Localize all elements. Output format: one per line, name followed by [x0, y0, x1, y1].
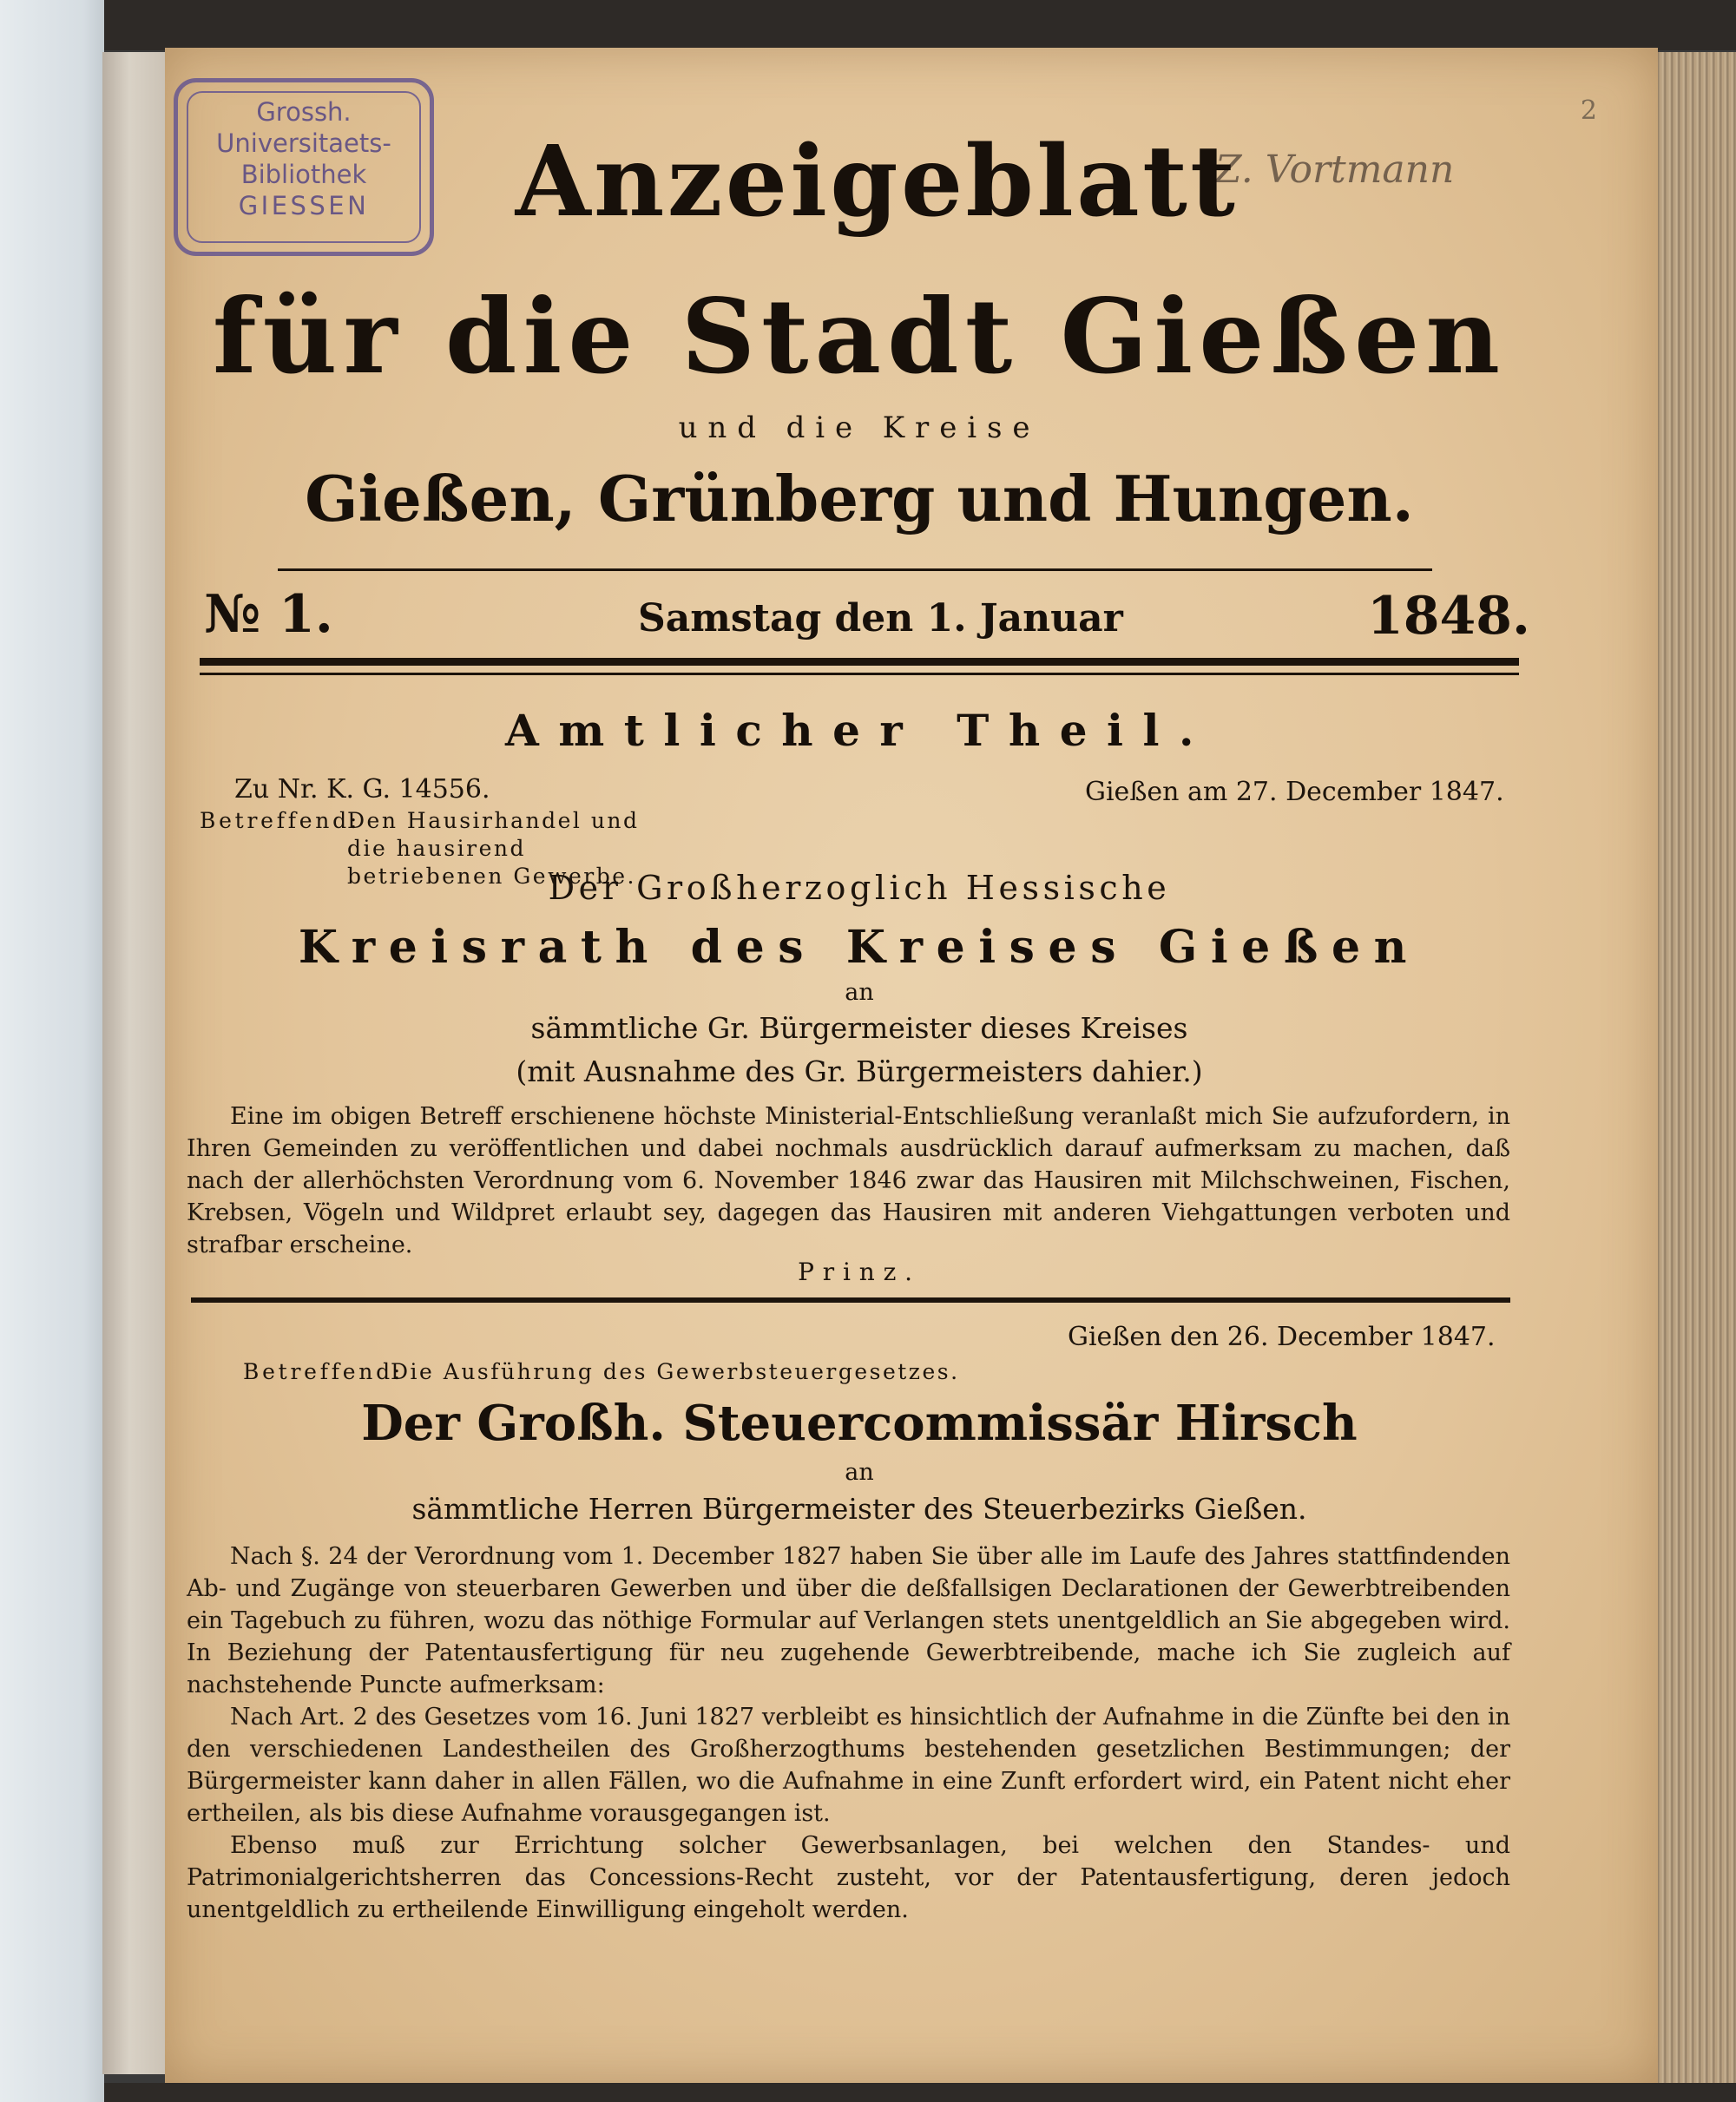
notice1-an: an: [845, 979, 874, 1006]
notice1-recipients: sämmtliche Gr. Bürgermeister dieses Kreises: [530, 1011, 1188, 1045]
stamp-border: [187, 91, 421, 243]
masthead-title: Anzeigeblatt: [515, 125, 1239, 239]
notice2-issuer: Der Großh. Steuercommissär Hirsch: [361, 1395, 1358, 1452]
notice2-paragraph: Nach §. 24 der Verordnung vom 1. December 1827 haben Sie über alle im Laufe des Jahres stattfindenden Ab- und Zugänge von steuerbaren Gewerben und über die deßfallsigen Declarationen der Gewerbtreibenden ein Tagebuch zu führen, wozu das nöthige Formular auf Verlangen stets unentgeldlich an Sie abgegeben wird. In Beziehung der Patentausfertigung für neu zugehende Gewerbtreibende, mache ich Sie zugleich auf nachstehende Puncte aufmerksam:: [187, 1543, 1510, 1698]
stamp-line: Grossh.: [256, 97, 352, 127]
masthead-und-die-kreise: und die Kreise: [678, 411, 1041, 445]
notice1-issuer-line2: Kreisrath des Kreises Gießen: [298, 921, 1421, 974]
notice1-body: [187, 1100, 1510, 1261]
scan-background-bottom: [104, 2083, 1736, 2102]
masthead-districts: Gießen, Grünberg und Hungen.: [305, 462, 1414, 535]
masthead-subtitle: für die Stadt Gießen: [212, 276, 1507, 397]
stamp-line: Bibliothek: [240, 160, 367, 189]
book-binding: [0, 0, 104, 2102]
page-edges: [1654, 52, 1736, 2083]
section-title: Amtlicher Theil.: [505, 705, 1213, 756]
notice2-betreffend-text: Die Ausführung des Gewerbsteuergesetzes.: [391, 1359, 960, 1384]
notice2-paragraph: Nach Art. 2 des Gesetzes vom 16. Juni 1827 verbleibt es hinsichtlich der Aufnahme in die Zünfte bei den in den verschiedenen Landestheilen des Großherzogthums bestehenden gesetzlichen Bestimmungen; der Bürgermeister kann daher in allen Fällen, wo die Aufnahme in eine Zunft erfordert wird, ein Patent nicht eher ertheilen, als bis diese Aufnahme vorausgegangen ist.: [187, 1704, 1510, 1827]
notice1-issuer-line1: Der Großherzoglich Hessische: [548, 869, 1171, 907]
issue-rule-thick: [200, 658, 1519, 666]
notice2-body: [187, 1540, 1510, 1926]
notice2-recipients: sämmtliche Herren Bürgermeister des Steuerbezirks Gießen.: [411, 1492, 1307, 1526]
newspaper-page: [165, 48, 1658, 2083]
masthead-rule: [278, 568, 1432, 571]
handwritten-signature: Z. Vortmann: [1215, 148, 1455, 192]
notice1-reference: Zu Nr. K. G. 14556.: [234, 774, 490, 805]
stamp-line: GIESSEN: [238, 191, 370, 220]
issue-date: Samstag den 1. Januar: [638, 596, 1123, 640]
notice1-betreffend-text: Den Hausirhandel und die hausirend betriebenen Gewerbe.: [347, 808, 640, 889]
notice1-betreffend-label: Betreffend:: [200, 808, 361, 833]
book-gutter: [102, 52, 170, 2074]
scan-background-top: [104, 0, 1736, 50]
notice2-paragraph: Ebenso muß zur Errichtung solcher Gewerbsanlagen, bei welchen den Standes- und Patrimonialgerichtsherren das Concessions-Recht zusteht, vor der Patentausfertigung, deren jedoch unentgeldlich zu ertheilende Einwilligung eingeholt werden.: [187, 1832, 1510, 1923]
notice2-an: an: [845, 1459, 874, 1486]
issue-year: 1848.: [1367, 586, 1530, 647]
notice1-body-paragraph: Eine im obigen Betreff erschienene höchste Ministerial-Entschließung veranlaßt mich Sie aufzufordern, in Ihren Gemeinden zu veröffentlichen und dabei nochmals ausdrücklich darauf aufmerksam zu machen, daß nach der allerhöchsten Verordnung vom 6. November 1846 zwar das Hausiren mit Milchschweinen, Fischen, Krebsen, Vögeln und Wildpret erlaubt sey, dagegen das Hausiren mit anderen Viehgattungen verboten und strafbar erscheine.: [187, 1103, 1510, 1258]
notice2-betreffend-label: Betreffend:: [243, 1359, 404, 1384]
notice-separator-rule: [191, 1297, 1510, 1303]
issue-rule-thin: [200, 673, 1519, 675]
notice1-place-date: Gießen am 27. December 1847.: [1085, 777, 1504, 807]
library-stamp: [174, 78, 434, 256]
issue-number: № 1.: [204, 584, 333, 645]
stamp-line: Universitaets-: [216, 128, 391, 158]
notice1-exception: (mit Ausnahme des Gr. Bürgermeisters dahier.): [516, 1054, 1203, 1088]
notice1-signature: Prinz.: [798, 1258, 921, 1286]
page-number: 2: [1580, 95, 1597, 126]
notice2-place-date: Gießen den 26. December 1847.: [1068, 1322, 1496, 1352]
